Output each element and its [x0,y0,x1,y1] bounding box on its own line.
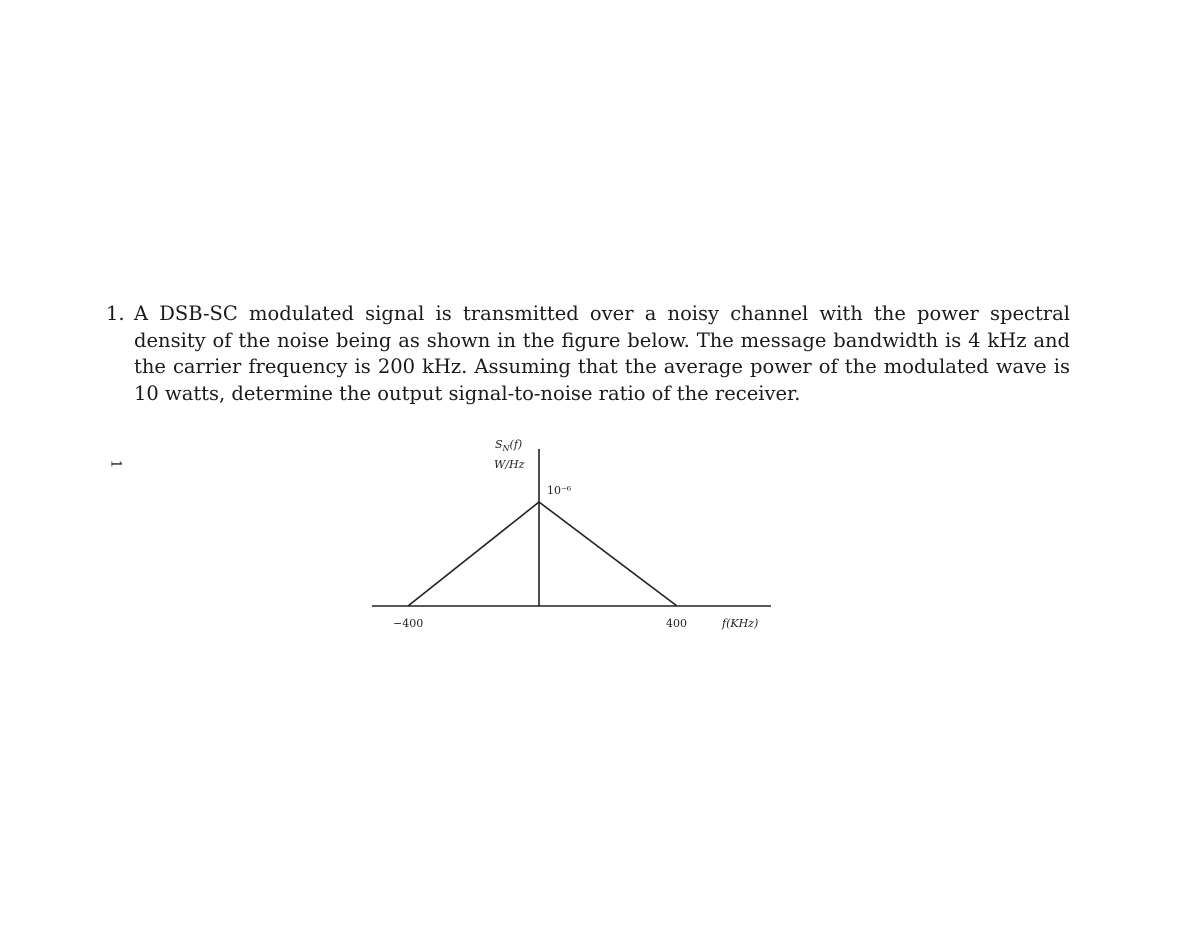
x-axis-label: f(KHz) [722,617,759,630]
y-label-symbol: S [495,438,503,451]
problem-number: 1. [106,302,125,325]
y-label-unit: W/Hz [494,458,525,471]
y-label-arg: (f) [509,438,523,451]
psd-triangle [408,502,677,606]
problem-text: A DSB-SC modulated signal is transmitted over a noisy channel with the power spectral density of the noise being as shown in the figure below. The message bandwidth is 4 kHz and the carrier frequency is 200 kHz. Assuming that the average power of the modulated wave is 10 watts, determine the output signal-to-noise ratio of the receiver. [134,302,1070,405]
right-tick-label: 400 [666,617,687,630]
left-tick-label: −400 [393,617,424,630]
side-mark: 1 [107,459,124,469]
y-label-psd [495,438,522,453]
y-label-subscript: N [502,444,510,453]
peak-label: 10⁻⁶ [547,484,572,497]
